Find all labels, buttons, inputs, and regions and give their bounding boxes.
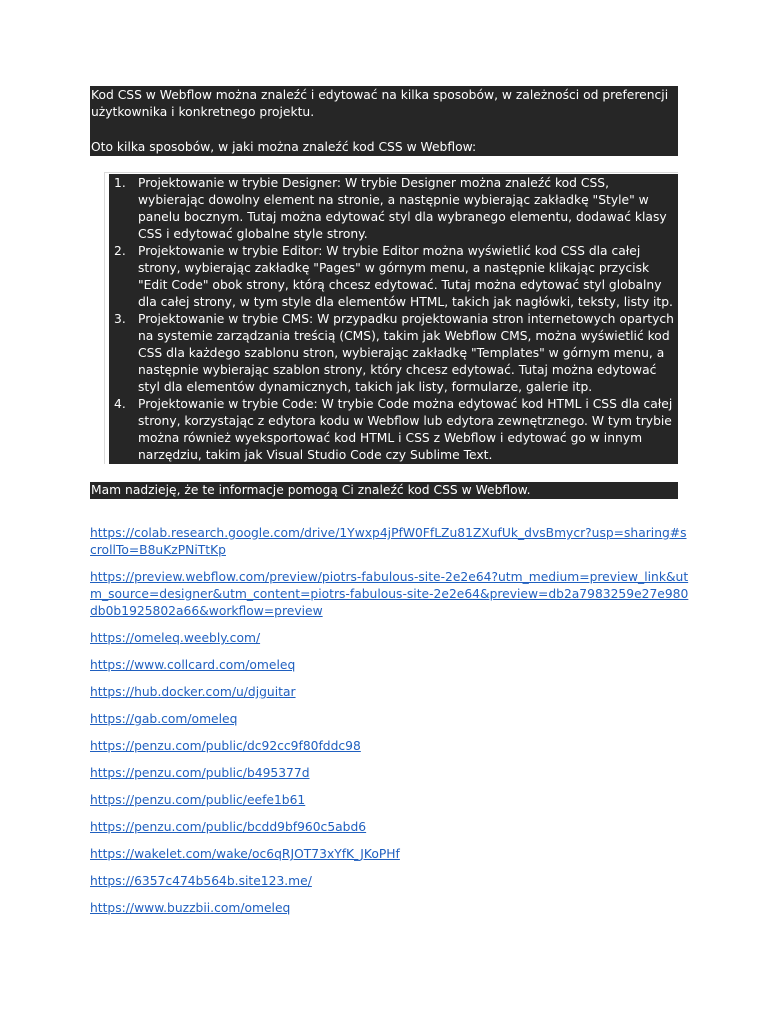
link-penzu-2[interactable]: https://penzu.com/public/b495377d <box>90 766 310 780</box>
list-item <box>109 243 674 311</box>
list-item-text: Projektowanie w trybie CMS: W przypadku projektowania stron internetowych opartych na systemie zarządzania treścią (CMS), takim jak Webflow CMS, można wyświetlić kod CSS dla każdego szablonu stron, wybierając zakładkę "Templates" w górnym menu, a następnie wybierając szablon strony, który chcesz edytować. Tutaj można edytować styl dla elementów dynamicznych, takich jak listy, formularze, galerie itp. <box>138 312 674 394</box>
list-item <box>109 311 674 396</box>
link-collcard[interactable]: https://www.collcard.com/omeleq <box>90 658 296 672</box>
list-item-text: Projektowanie w trybie Code: W trybie Code można edytować kod HTML i CSS dla całej strony, korzystając z edytora kodu w Webflow lub edytora zewnętrznego. W tym trybie można również wyeksportować kod HTML i CSS z Webflow i edytować go w innym narzędziu, takim jak Visual Studio Code czy Sublime Text. <box>138 397 673 462</box>
link-penzu-1[interactable]: https://penzu.com/public/dc92cc9f80fddc98 <box>90 739 361 753</box>
list-item-number: 4. <box>114 397 126 411</box>
methods-list <box>109 175 674 464</box>
intro-lead-text: Oto kilka sposobów, w jaki można znaleźć kod CSS w Webflow: <box>91 140 477 154</box>
intro-text: Kod CSS w Webflow można znaleźć i edytować na kilka sposobów, w zależności od preferencji użytkownika i konkretnego projektu. <box>91 88 669 119</box>
list-item-number: 1. <box>114 176 126 190</box>
link-penzu-4[interactable]: https://penzu.com/public/bcdd9bf960c5abd6 <box>90 820 367 834</box>
methods-list-block <box>109 174 678 464</box>
link-docker-hub[interactable]: https://hub.docker.com/u/djguitar <box>90 685 296 699</box>
link-site123[interactable]: https://6357c474b564b.site123.me/ <box>90 874 312 888</box>
link-weebly[interactable]: https://omeleq.weebly.com/ <box>90 631 261 645</box>
link-wakelet[interactable]: https://wakelet.com/wake/oc6qRJOT73xYfK_JKoPHf <box>90 847 400 861</box>
list-item-number: 2. <box>114 244 126 258</box>
intro-paragraph-block <box>90 86 678 156</box>
link-gab[interactable]: https://gab.com/omeleq <box>90 712 238 726</box>
link-penzu-3[interactable]: https://penzu.com/public/eefe1b61 <box>90 793 306 807</box>
link-list <box>90 525 690 917</box>
link-webflow-preview[interactable]: https://preview.webflow.com/preview/piotrs-fabulous-site-2e2e64?utm_medium=preview_link&utm_source=designer&utm_content=piotrs-fabulous-site-2e2e64&preview=db2a7983259e27e980db0b1925802a66&workflow=preview <box>90 570 689 618</box>
list-item <box>109 175 674 243</box>
list-item-number: 3. <box>114 312 126 326</box>
link-buzzbii[interactable]: https://www.buzzbii.com/omeleq <box>90 901 291 915</box>
closing-text: Mam nadzieję, że te informacje pomogą Ci znaleźć kod CSS w Webflow. <box>91 483 531 497</box>
closing-paragraph <box>90 482 678 499</box>
link-colab[interactable]: https://colab.research.google.com/drive/1Ywxp4jPfW0FfLZu81ZXufUk_dvsBmycr?usp=sharing#scrollTo=B8uKzPNiTtKp <box>90 526 687 557</box>
list-item <box>109 396 674 464</box>
list-item-text: Projektowanie w trybie Designer: W trybie Designer można znaleźć kod CSS, wybierając dowolny element na stronie, a następnie wybierając zakładkę "Style" w panelu bocznym. Tutaj można edytować styl dla wybranego elementu, dodawać klasy CSS i edytować globalne style strony. <box>138 176 667 241</box>
list-item-text: Projektowanie w trybie Editor: W trybie Editor można wyświetlić kod CSS dla całej strony, wybierając zakładkę "Pages" w górnym menu, a następnie klikając przycisk "Edit Code" obok strony, którą chcesz edytować. Tutaj można edytować styl globalny dla całej strony, w tym style dla elementów HTML, takich jak nagłówki, teksty, listy itp. <box>138 244 673 309</box>
